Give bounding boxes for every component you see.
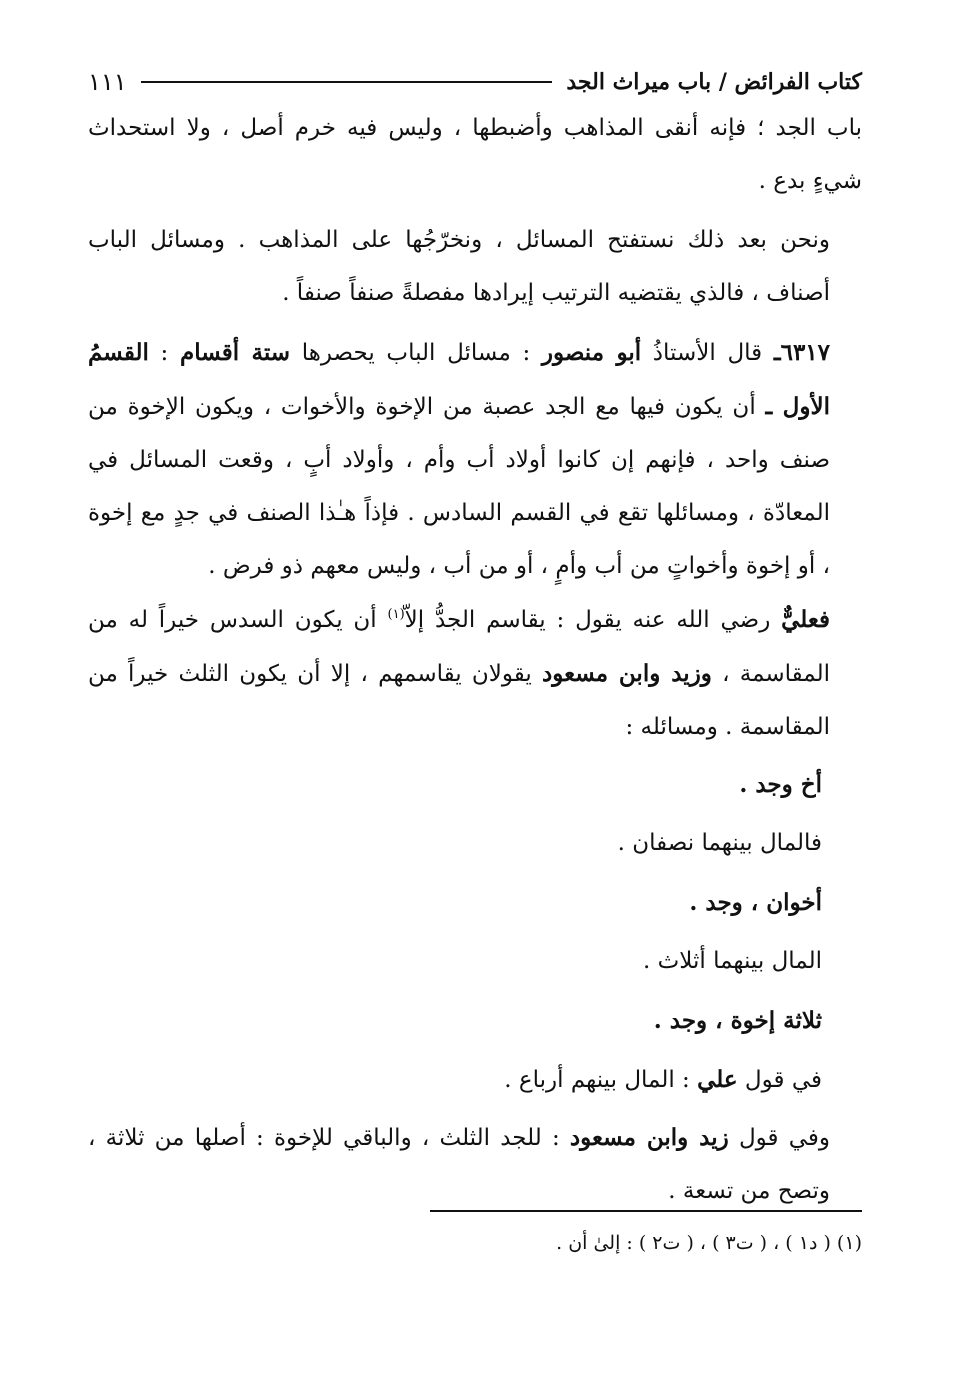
page-number: ١١١ (88, 68, 127, 96)
scholar-name: وزيد وابن مسعود (541, 660, 712, 687)
section-heading: القسمُ الأول ـ (88, 339, 830, 420)
paragraph-final (88, 1111, 862, 1218)
paragraph-number: ٦٣١٧ـ (773, 339, 831, 366)
text-run: قال الأستاذُ (641, 340, 774, 366)
issue-answer: المال بينهما أثلاث . (642, 948, 822, 974)
scholar-name: أبو منصور (541, 339, 642, 366)
paragraph-6317 (88, 326, 862, 593)
paragraph-continuation: باب الجد ؛ فإنه أنقى المذاهب وأضبطها ، وليس فيه خرم أصل ، ولا استحداث شيءٍ بدع . (88, 115, 862, 194)
footnote-rule (430, 1210, 862, 1212)
text-run: : المال بينهم أرباع . (504, 1067, 698, 1093)
text-run: أن يكون فيها مع الجد عصبة من الإخوة والأخوات ، ويكون الإخوة من صنف واحد ، فإنهم إن كانوا أولاد أب وأم ، وأولاد أبٍ ، وقعت المسائل في المعادّة ، ومسائلها تقع في القسم السادس . فإذاً هـٰذا الصنف في جدٍ مع إخوة ، أو إخوة وأخواتٍ من أب وأمٍ ، أو من أب ، وليس معهم ذو فرض . (88, 394, 830, 579)
paragraph-intro (88, 214, 862, 320)
text-run: رضي الله عنه يقول : يقاسم الجدُّ إلاّ (404, 607, 782, 633)
issue-question: أخوان ، وجد . (689, 889, 822, 916)
text-run: : للجد الثلث ، والباقي للإخوة : أصلها من ثلاثة ، وتصح من تسعة . (88, 1125, 830, 1204)
emphasis: ستة أقسام (179, 339, 291, 366)
scholar-name: زيد وابن مسعود (569, 1124, 729, 1151)
text-run: في قول (737, 1067, 822, 1093)
paragraph-opinions (88, 593, 862, 754)
footnote-marker: (١) (387, 607, 405, 622)
issue-question: أخ وجد . (739, 771, 822, 798)
text-run: يقولان يقاسمهم ، إلا أن يكون الثلث خيراً من المقاسمة . ومسائله : (88, 661, 830, 740)
footnote: (١) ( د١ ) ، ( ت٣ ) ، ( ت٢ ) : إلىٰ أن . (556, 1232, 862, 1254)
scholar-name: علي (697, 1066, 738, 1093)
paragraph-intro-text: ونحن بعد ذلك نستفتح المسائل ، ونخرّجُها على المذاهب . ومسائل الباب أصناف ، فالذي يقتضيه الترتيب إيرادها مفصلةً صنفاً صنفاً . (88, 227, 830, 306)
issue-answer (88, 1053, 862, 1107)
text-run: : مسائل الباب يحصرها (290, 340, 542, 366)
issues-list (88, 758, 862, 1107)
chapter-title: كتاب الفرائض / باب ميراث الجد (566, 69, 862, 95)
running-header (88, 62, 862, 102)
text-run: : (148, 340, 180, 366)
text-run: أن يكون السدس خيراً له من المقاسمة ، (88, 607, 830, 687)
header-rule (141, 81, 553, 83)
page (88, 62, 862, 1218)
issue-question: ثلاثة إخوة ، وجد . (653, 1007, 822, 1034)
text-run: وفي قول (728, 1125, 831, 1151)
scholar-name: فعليٌّ (781, 606, 830, 633)
issue-answer: فالمال بينهما نصفان . (617, 830, 822, 856)
main-text (88, 102, 862, 1218)
